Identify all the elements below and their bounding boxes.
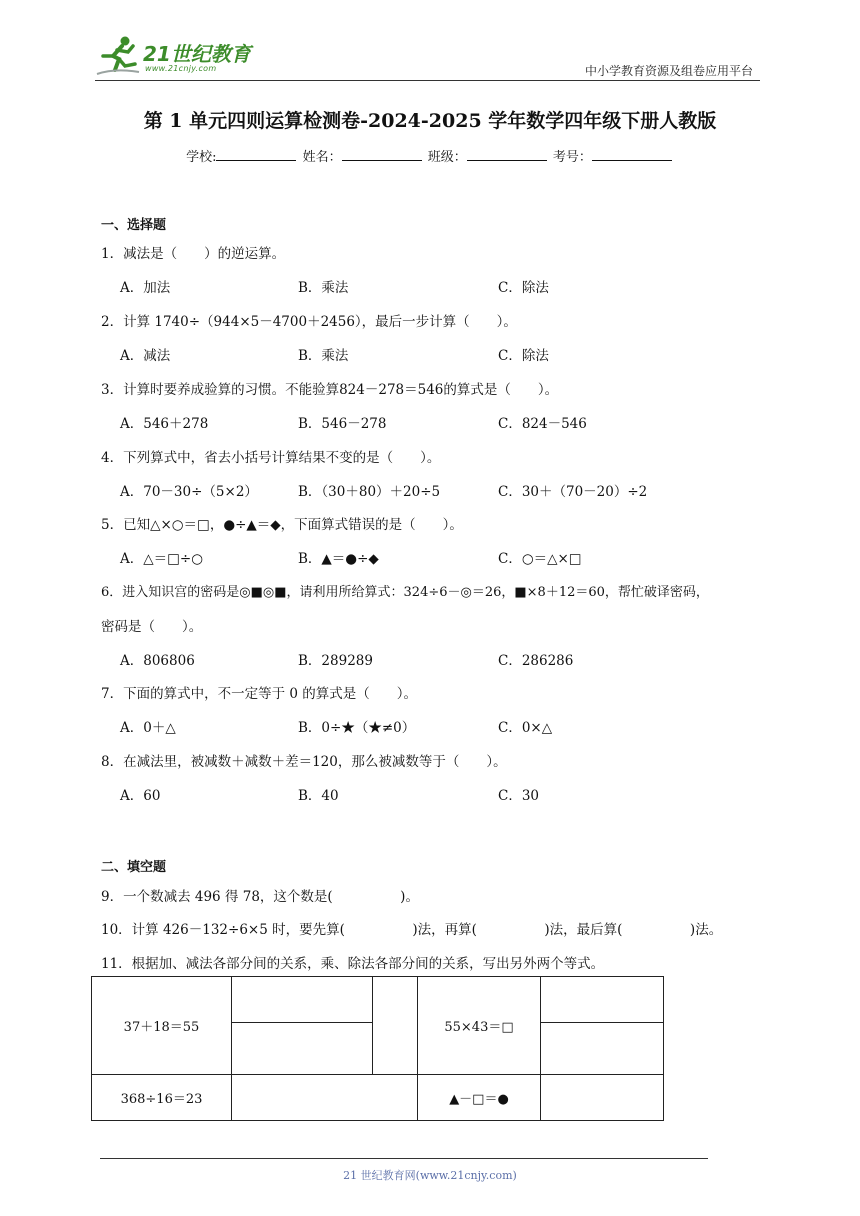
option-b: B．546－278 xyxy=(298,416,387,432)
option-c: C．824－546 xyxy=(498,416,587,432)
name-blank xyxy=(342,148,422,161)
option-a: A．△＝□÷○ xyxy=(120,551,203,567)
question-stem: 9．一个数减去 496 得 78，这个数是( )。 xyxy=(101,889,419,905)
platform-label: 中小学教育资源及组卷应用平台 xyxy=(584,64,753,78)
logo-text: 21世纪教育 xyxy=(143,42,251,66)
question-stem: 3．计算时要养成验算的习惯。不能验算824－278＝546的算式是（ ）。 xyxy=(101,382,559,398)
question-stem: 8．在减法里，被减数＋减数＋差＝120，那么被减数等于（ ）。 xyxy=(101,754,507,770)
option-c: C．0×△ xyxy=(498,720,553,736)
class-label: 班级： xyxy=(427,150,467,165)
exam-no-label: 考号： xyxy=(552,150,592,165)
school-blank xyxy=(216,148,296,161)
exam-no-blank xyxy=(592,148,672,161)
footer-text: 21 世纪教育网(www.21cnjy.com) xyxy=(343,1169,517,1182)
table-cell: 37＋18＝55 xyxy=(92,977,232,1075)
answer-cell xyxy=(232,977,373,1023)
option-c: C．除法 xyxy=(498,280,549,296)
option-b: B．乘法 xyxy=(298,280,349,296)
header-divider xyxy=(95,80,760,81)
school-label: 学校: xyxy=(186,150,217,165)
question-stem: 11．根据加、减法各部分间的关系，乘、除法各部分间的关系，写出另外两个等式。 xyxy=(101,956,605,972)
question-stem: 5．已知△×○＝□，●÷▲＝◆，下面算式错误的是（ ）。 xyxy=(101,517,463,533)
question-stem: 6．进入知识宫的密码是◎■◎■，请利用所给算式：324÷6－◎＝26，■×8＋12＝60，帮忙破译密码， xyxy=(101,585,709,600)
runner-logo-icon xyxy=(95,34,141,78)
class-blank xyxy=(467,148,547,161)
answer-cell xyxy=(541,977,664,1023)
option-a: A．加法 xyxy=(120,280,171,296)
table-cell: 368÷16＝23 xyxy=(92,1075,232,1121)
question-stem: 7．下面的算式中，不一定等于 0 的算式是（ ）。 xyxy=(101,686,418,702)
option-b: B．乘法 xyxy=(298,348,349,364)
option-b: B．▲＝●÷◆ xyxy=(298,551,379,567)
option-b: B．0÷★（★≠0） xyxy=(298,720,416,736)
answer-cell xyxy=(541,1023,664,1075)
logo-url: www.21cnjy.com xyxy=(145,64,217,73)
name-label: 姓名： xyxy=(302,150,342,165)
question-stem: 2．计算 1740÷（944×5－4700＋2456），最后一步计算（ ）。 xyxy=(101,314,517,330)
page-title: 第 1 单元四则运算检测卷-2024-2025 学年数学四年级下册人教版 xyxy=(143,110,717,132)
answer-cell xyxy=(232,1023,373,1075)
option-a: A．60 xyxy=(120,788,161,804)
student-info-row xyxy=(0,146,860,165)
option-c: C．286286 xyxy=(498,653,574,669)
option-c: C．除法 xyxy=(498,348,549,364)
option-a: A．0＋△ xyxy=(120,720,176,736)
option-c: C．○＝△×□ xyxy=(498,551,582,567)
section-heading-fill: 二、填空题 xyxy=(101,860,167,875)
question-stem: 1．减法是（ ）的逆运算。 xyxy=(101,246,286,262)
option-b: B．40 xyxy=(298,788,339,804)
question-stem-continued: 密码是（ ）。 xyxy=(101,619,203,635)
section-heading-choice: 一、选择题 xyxy=(101,218,167,233)
table-cell: 55×43＝□ xyxy=(418,977,541,1075)
answer-table xyxy=(91,976,664,1121)
question-stem: 4．下列算式中，省去小括号计算结果不变的是（ ）。 xyxy=(101,450,441,466)
option-a: A．546＋278 xyxy=(120,416,209,432)
answer-cell xyxy=(232,1075,418,1121)
option-b: B．289289 xyxy=(298,653,373,669)
option-a: A．减法 xyxy=(120,348,171,364)
answer-cell xyxy=(541,1075,664,1121)
option-c: C．30＋（70－20）÷2 xyxy=(498,484,648,500)
table-cell xyxy=(373,977,418,1075)
table-cell: ▲－□＝● xyxy=(418,1075,541,1121)
option-c: C．30 xyxy=(498,788,540,804)
footer-divider xyxy=(100,1158,708,1159)
option-b: B．（30＋80）＋20÷5 xyxy=(298,484,441,500)
option-a: A．806806 xyxy=(120,653,195,669)
option-a: A．70－30÷（5×2） xyxy=(120,484,258,500)
question-stem: 10．计算 426－132÷6×5 时，要先算( )法，再算( )法，最后算( )法。 xyxy=(101,922,723,938)
site-logo xyxy=(95,34,265,80)
